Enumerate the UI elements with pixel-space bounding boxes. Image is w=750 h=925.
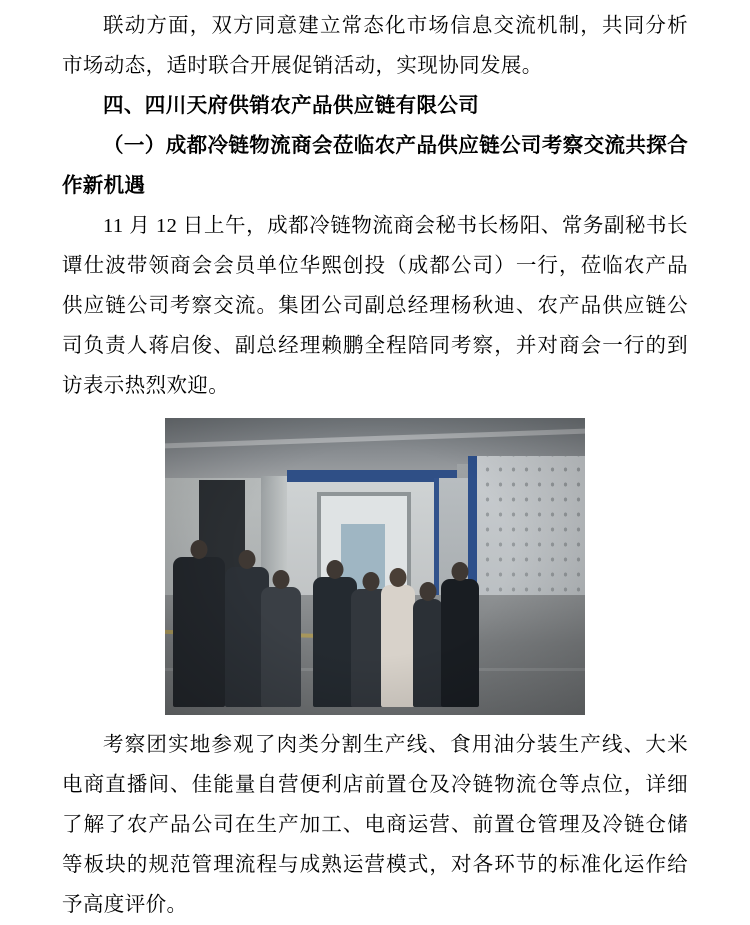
paragraph-intro: 联动方面，双方同意建立常态化市场信息交流机制，共同分析市场动态，适时联合开展促销活动，实现协同发展。 [62, 15, 688, 77]
subsection-heading-one: （一）成都冷链物流商会莅临农产品供应链公司考察交流共探合作新机遇 [62, 135, 688, 197]
paragraph-visit-details: 11 月 12 日上午，成都冷链物流商会秘书长杨阳、常务副秘书长谭仕波带领商会会员单位华熙创投（成都公司）一行，莅临农产品供应链公司考察交流。集团公司副总经理杨秋迪、农产品供应链公司负责人蒋启俊、副总经理赖鹏全程陪同考察，并对商会一行的到访表示热烈欢迎。 [62, 215, 688, 397]
paragraph-tour-summary: 考察团实地参观了肉类分割生产线、食用油分装生产线、大米电商直播间、佳能量自营便利店前置仓及冷链物流仓等点位，详细了解了农产品公司在生产加工、电商运营、前置仓管理及冷链仓储等板块的规范管理流程与成熟运营模式，对各环节的标准化运作给予高度评价。 [62, 734, 688, 916]
figure-container [62, 418, 688, 715]
photo-vignette [165, 418, 585, 715]
site-visit-photo [165, 418, 585, 715]
section-heading-four: 四、四川天府供销农产品供应链有限公司 [103, 95, 480, 117]
